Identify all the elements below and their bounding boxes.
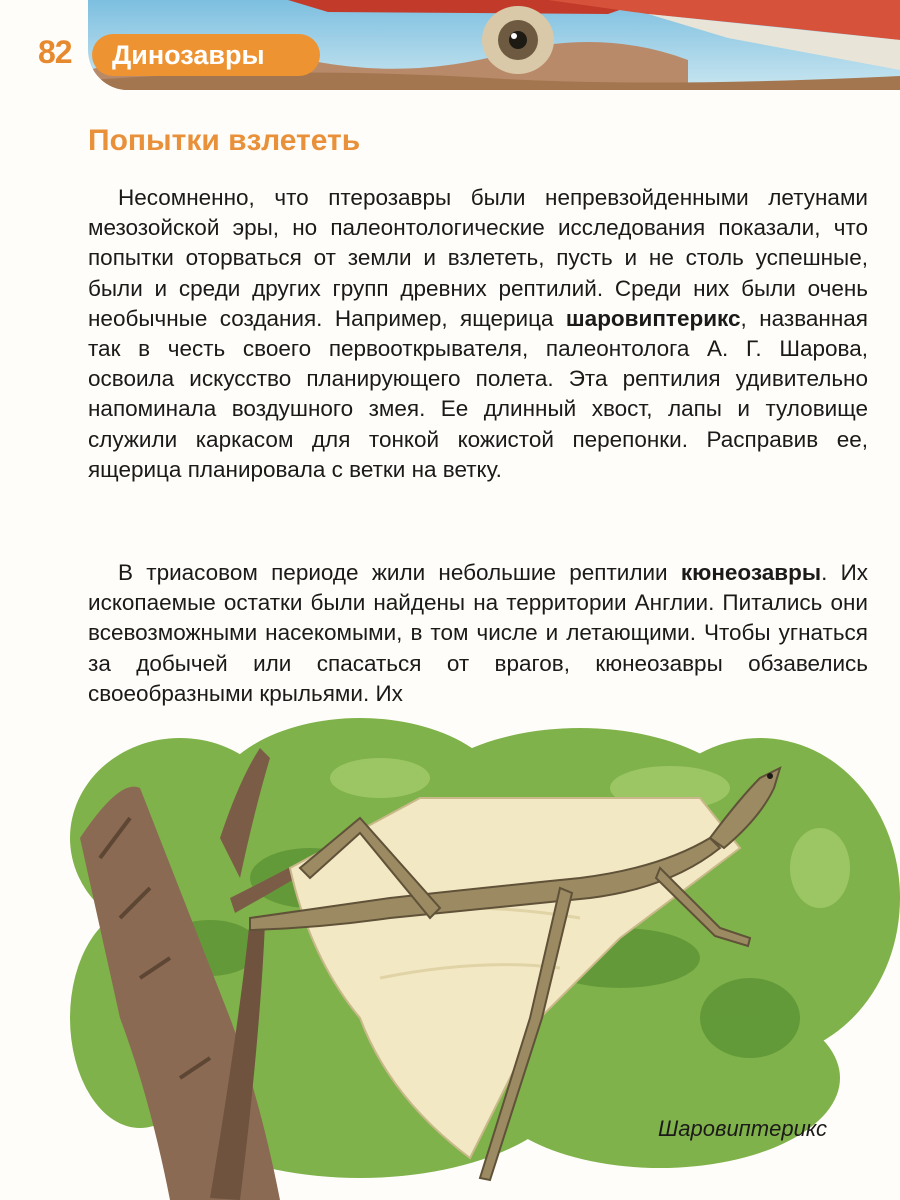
paragraph-1-rest: , названная так в честь своего первооткрывателя, палеонтолога А. Г. Шарова, освоила искусство планирующего полета. Эта рептилия удивительно напоминала воздушного змея. Ее длинный хвост, лапы и туловище служили каркасом для тонкой кожистой перепонки. Расправив ее, ящерица планировала с ветки на ветку. bbox=[88, 305, 868, 482]
illustration-caption: Шаровиптерикс bbox=[658, 1116, 827, 1141]
paragraph-1-intro: Несомненно, что птерозавры были непревзойденными летунами мезозойской эры, но палеонтологические исследования показали, что попытки оторваться от земли и взлететь, пусть и не столь успешные, были и среди других групп древних рептилий. Среди них были очень необычные создания. Например, ящерица bbox=[88, 185, 868, 331]
paragraph-2 bbox=[88, 558, 868, 709]
term-sharovipteryx: шаровиптерикс bbox=[565, 305, 741, 331]
paragraph-2-rest: . Их ископаемые остатки были найдены на территории Англии. Питались они всевозможными насекомыми, в том числе и летающими. Чтобы угнаться за добычей или спасаться от врагов, кюнеозавры обзавелись своеобразными крыльями. Их bbox=[88, 560, 868, 706]
paragraph-1 bbox=[88, 183, 868, 485]
page-header bbox=[0, 0, 900, 95]
section-tab: Динозавры bbox=[92, 34, 320, 76]
paragraph-2-intro: В триасовом периоде жили небольшие рептилии bbox=[118, 560, 681, 585]
term-kuehneosaurs: кюнеозавры bbox=[680, 560, 822, 585]
section-title: Попытки взлететь bbox=[88, 124, 361, 157]
page-number: 82 bbox=[38, 34, 72, 70]
